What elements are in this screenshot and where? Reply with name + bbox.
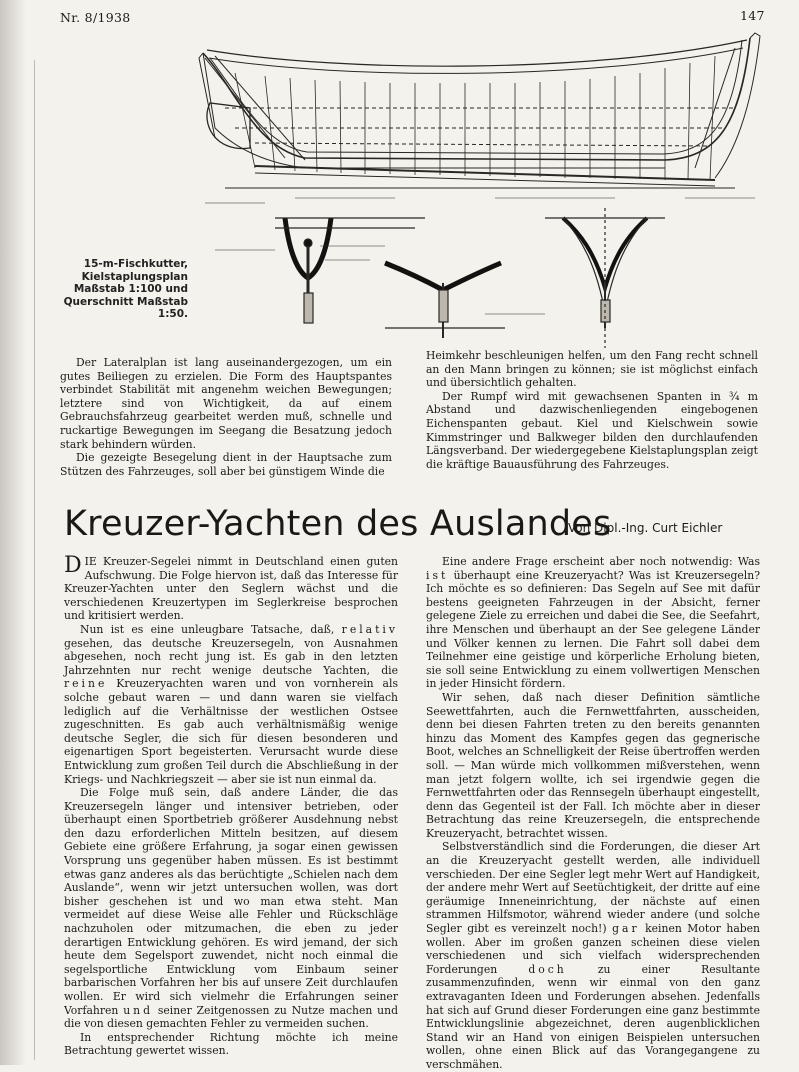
cross-section-right [545, 208, 665, 348]
paragraph: DIE Kreuzer-Segelei nimmt in Deutschland einen guten Aufschwung. Die Folge hiervon ist, daß das Interesse für Kreuzer-Yachten unter den Seglern wächst und die verschiedenen Kreuzertypen im Seglerkreise besprochen und kritisiert werden. [64, 553, 398, 623]
cross-section-middle [385, 263, 505, 338]
paragraph: Selbstverständlich sind die Forderungen, die dieser Art an die Kreuzeryacht gestellt werden, alle individuell verschieden. Der eine Segler legt mehr Wert auf Handigkeit, der andere mehr Wert auf Seetüchtigkeit, der dritte auf eine geräumige Inneneinrichtung, der nächste auf einen strammen Hilfsmotor, während wieder andere (und solche Segler gibt es vereinzelt noch!) gar keinen Motor haben wollen. Aber im großen ganzen scheinen diese vielen verschiedenen und sich vielfach widersprechenden Forderungen doch zu einer Resultante zusammenzufinden, wenn wir einmal von den ganz extravaganten Ideen und Forderungen absehen. Jedenfalls hat sich auf Grund dieser Forderungen eine ganz bestimmte Entwicklungslinie abgezeichnet, deren augenblicklichen Stand wir an Hand von einigen Beispielen untersuchen wollen, ohne einen Blick auf das Vorangegangene zu verschmähen. [426, 840, 761, 1071]
article-column-right [426, 555, 760, 1072]
paragraph: Die gezeigte Besegelung dient in der Hauptsache zum Stützen des Fahrzeuges, soll aber bei günstigem Winde die [60, 451, 392, 478]
article-column-left [64, 555, 398, 1058]
page-number: 147 [740, 8, 765, 23]
article-byline: Von Dipl.-Ing. Curt Eichler [568, 521, 723, 535]
article-title: Kreuzer-Yachten des Auslandes [64, 504, 612, 544]
paragraph: Der Rumpf wird mit gewachsenen Spanten in ¾ m Abstand und dazwischenliegenden eingebogenen Eichenspanten gebaut. Kiel und Kielschwein sowie Kimmstringer und Balkweger bilden den durchlaufenden Längsverband. Der wiedergegebene Kielstaplungsplan zeigt die kräftige Bauausführung des Fahrzeuges. [426, 389, 758, 471]
issue-number: Nr. 8/1938 [60, 10, 131, 25]
paragraph: In entsprechender Richtung möchte ich meine Betrachtung gewertet wissen. [64, 1030, 398, 1058]
hull-profile [203, 38, 750, 160]
paragraph: Der Lateralplan ist lang auseinandergezogen, um ein gutes Beiliegen zu erzielen. Die Form des Hauptspantes verbindet Stabilität mit angenehm weichen Bewegungen; letztere sind von Wichtigkeit, da auf einem Gebrauchsfahrzeug gearbeitet werden muß, schnelle und ruckartige Bewegungen im Seegang die Besatzung jedoch stark behindern würden. [60, 356, 392, 451]
drop-cap: D [64, 553, 82, 578]
paragraph: Heimkehr beschleunigen helfen, um den Fang recht schnell an den Mann bringen zu können; sie ist möglichst einfach und übersichtlich gehalten. [426, 349, 758, 390]
keel-staging-plan-drawing [195, 28, 775, 348]
scan-fold-line [34, 60, 35, 1060]
paragraph: Eine andere Frage erscheint aber noch notwendig: Was ist überhaupt eine Kreuzeryacht? Was ist Kreuzersegeln? Ich möchte es so definieren: Das Segeln auf See mit dafür bestens geeigneten Fahrzeugen in der Absicht, ferner gelegene Ziele zu erreichen und dabei die See, die Seefahrt, ihre Menschen und überhaupt an der See gelegene Länder und Völker kennen zu lernen. Die Fahrt soll dabei dem Teilnehmer eine geistige und körperliche Erholung bieten, sie soll seine Entwicklung zu einem vollwertigen Menschen in jeder Hinsicht fördern. [426, 555, 760, 691]
paragraph: Wir sehen, daß nach dieser Definition sämtliche Seewettfahrten, auch die Fernwettfahrten, ausscheiden, denn bei diesen Fahrten treten zu den bereits genannten hinzu das Moment des Kampfes gegen das gegnerische Boot, welches an Schnelligkeit der Reise übertroffen werden soll. — Man würde mich vollkommen mißverstehen, wenn man jetzt folgern wollte, ich sei irgendwie gegen die Fernwettfahrten oder das Rennsegeln überhaupt eingestellt, denn das Gegenteil ist der Fall. Ich möchte aber in dieser Betrachtung das reine Kreuzersegeln, die entsprechende Kreuzeryacht, betrachtet wissen. [426, 690, 760, 840]
paragraph: Nun ist es eine unleugbare Tatsache, daß, relativ gesehen, das deutsche Kreuzersegeln, von Ausnahmen abgesehen, noch recht jung ist. Es gab in den letzten Jahrzehnten nur recht wenige deutsche Yachten, die reine Kreuzeryachten waren und von vornherein als solche gebaut waren — und dann waren sie vielfach lediglich auf die Verhältnisse der westlichen Ostsee zugeschnitten. Es gab auch verhältnismäßig wenige deutsche Segler, die sich für diesen besonderen und eigenartigen Sport begeisterten. Verursacht wurde diese Entwicklung zum großen Teil durch die Abschließung in der Kriegs- und Nachkriegszeit — aber sie ist nun einmal da. [64, 622, 398, 786]
intro-column-right [426, 349, 758, 471]
frame-lines [235, 56, 715, 180]
intro-column-left [60, 356, 392, 478]
scan-shadow [0, 0, 26, 1065]
figure-caption: 15-m-Fischkutter, Kielstaplungsplan Maßstab 1:100 und Querschnitt Maßstab 1:50. [63, 258, 188, 320]
paragraph: Die Folge muß sein, daß andere Länder, die das Kreuzersegeln länger und intensiver betrieben, oder überhaupt einen Sportbetrieb größerer Ausdehnung nebst den dazu erforderlichen Mitteln besitzen, auf diesem Gebiete eine größere Erfahrung, ja sogar einen gewissen Vorsprung uns gegenüber haben müssen. Es ist bestimmt etwas ganz anderes als das berüchtigte „Schielen nach dem Auslande“, wenn wir jetzt untersuchen wollen, was dort bisher geschehen ist und wo man etwa steht. Man vermeidet auf diese Weise alle Fehler und Rückschläge nachzuholen oder mitzumachen, die eben zu jeder derartigen Entwicklung gehören. Es wird jemand, der sich heute dem Segelsport zuwendet, nicht noch einmal die segelsportliche Entwicklung vom Einbaum seiner barbarischen Vorfahren her bis auf unsere Zeit durchlaufen wollen. Er wird sich vielmehr die Erfahrungen seiner Vorfahren und seiner Zeitgenossen zu Nutze machen und die von diesen gemachten Fehler zu vermeiden suchen. [64, 786, 398, 1031]
